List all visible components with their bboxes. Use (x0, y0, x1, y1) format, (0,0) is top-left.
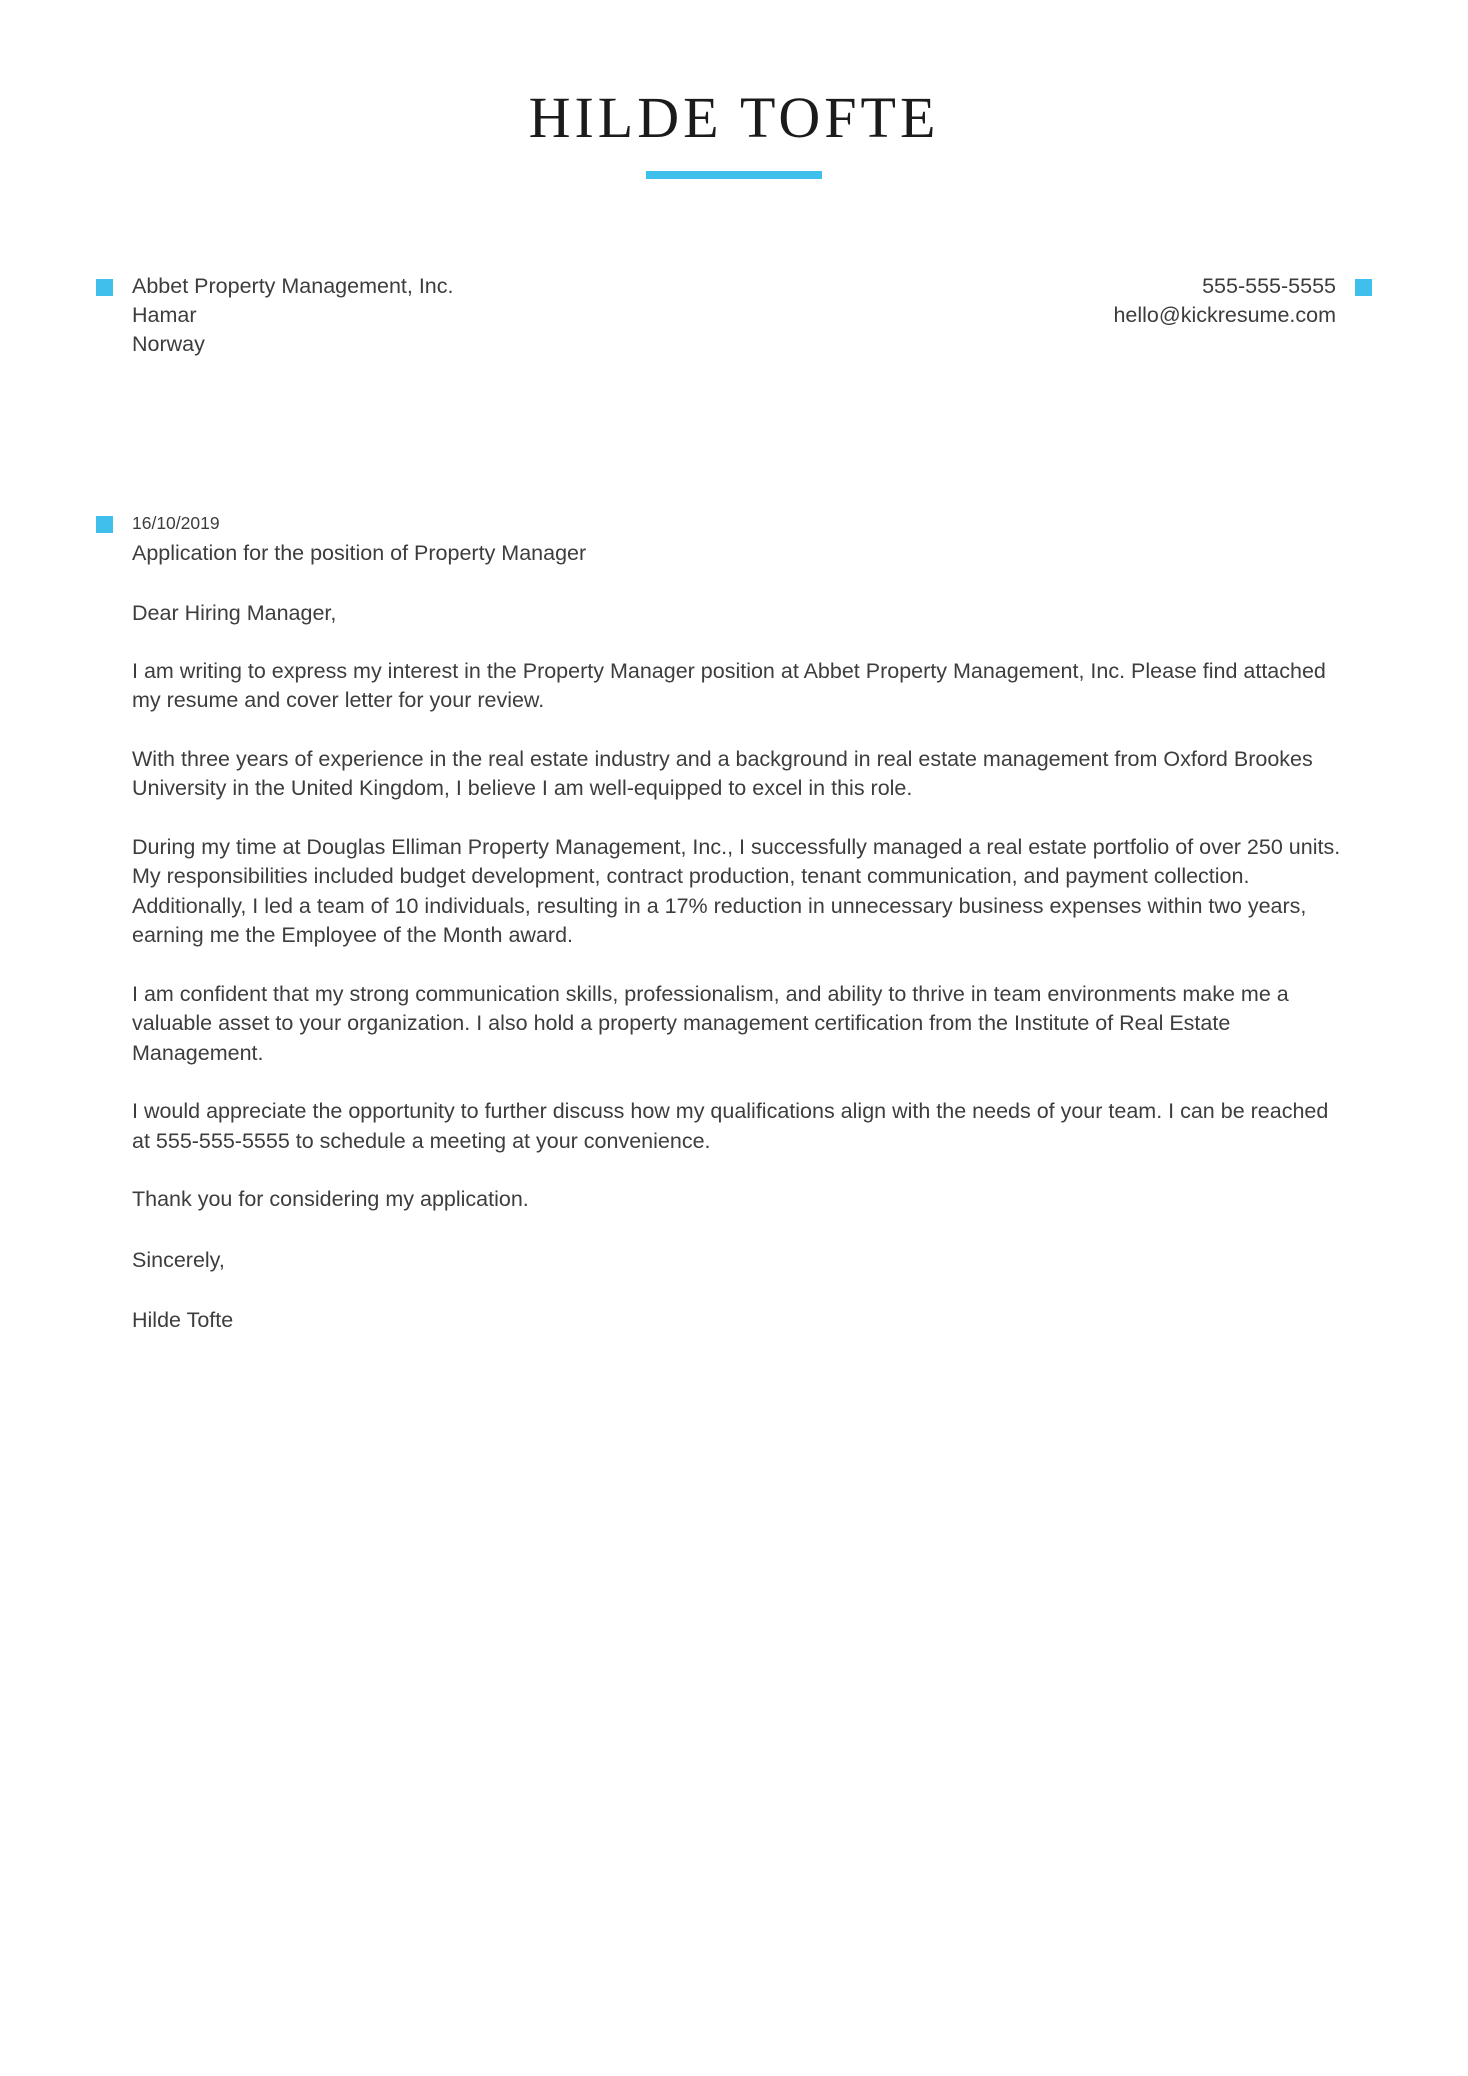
address-contact-row (0, 272, 1468, 359)
accent-square-icon (1355, 279, 1372, 296)
letter-paragraph: Thank you for considering my application. (132, 1187, 529, 1212)
letter-meta (132, 511, 1341, 568)
letter-header (0, 0, 1468, 179)
letter-salutation: Dear Hiring Manager, (132, 600, 337, 625)
letter-subject: Application for the position of Property Manager (132, 540, 587, 565)
sender-contact-block (1113, 272, 1336, 330)
letter-paragraph: With three years of experience in the real estate industry and a background in real estate management from Oxford Brookes University in the United Kingdom, I believe I am well-equipped to excel in this role. (132, 746, 1313, 801)
letter-paragraph: I am confident that my strong communication skills, professionalism, and ability to thrive in team environments make me a valuable asset to your organization. I also hold a property management certification from the Institute of Real Estate Management. (132, 981, 1289, 1065)
contact-email[interactable]: hello@kickresume.com (1113, 302, 1336, 327)
letter-paragraph: During my time at Douglas Elliman Property Management, Inc., I successfully managed a real estate portfolio of over 250 units. My responsibilities included budget development, contract production, tenant communication, and payment collection. Additionally, I led a team of 10 individuals, resulting in a 17% reduction in unnecessary business expenses within two years, earning me the Employee of the Month award. (132, 834, 1341, 948)
letter-date: 16/10/2019 (132, 512, 220, 533)
recipient-block (132, 272, 453, 359)
recipient-company: Abbet Property Management, Inc. (132, 273, 454, 298)
letter-closing: Sincerely, (132, 1247, 225, 1272)
page-title: HILDE TOFTE (528, 85, 940, 150)
recipient-city: Hamar (132, 302, 197, 327)
accent-square-icon (96, 279, 113, 296)
letter-body (0, 511, 1468, 1335)
contact-phone[interactable]: 555-555-5555 (1202, 273, 1336, 298)
letter-signature: Hilde Tofte (132, 1307, 234, 1332)
accent-square-icon (96, 516, 113, 533)
letter-paragraph: I would appreciate the opportunity to further discuss how my qualifications align with the needs of your team. I can be reached at 555-555-5555 to schedule a meeting at your convenience. (132, 1099, 1329, 1153)
name-accent-underline (646, 171, 822, 179)
letter-paragraph: I am writing to express my interest in the Property Manager position at Abbet Property Management, Inc. Please find attached my resume and cover letter for your review. (132, 658, 1326, 713)
recipient-country: Norway (132, 331, 205, 356)
